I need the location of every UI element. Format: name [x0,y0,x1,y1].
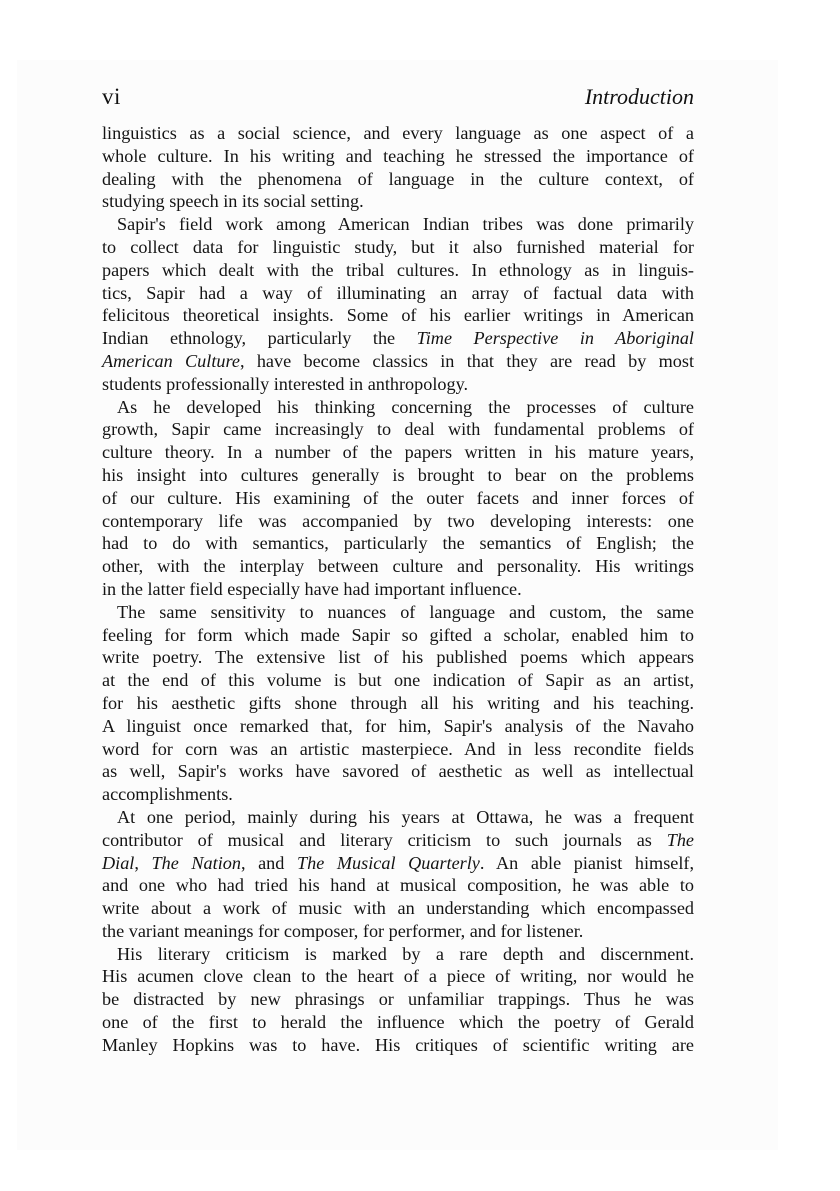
text-line [102,350,694,373]
text-line [102,783,694,806]
italic-title: The Nation [151,852,241,873]
text-line [102,738,694,761]
text-line [102,464,694,487]
text-run: word for corn was an artistic masterpiece. And in less recondite fields [102,738,694,759]
text-run: culture theory. In a number of the papers written in his mature years, [102,442,694,463]
text-line [102,897,694,920]
italic-title: American Culture [102,350,240,371]
text-line [102,441,694,464]
text-line [102,373,694,396]
text-run: students professionally interested in anthropology. [102,373,469,394]
text-run: other, with the interplay between culture and personality. His writings [102,556,694,577]
text-run: At one period, mainly during his years at Ottawa, he was a frequent [117,806,694,827]
text-run: whole culture. In his writing and teaching he stressed the importance of [102,145,694,166]
chapter-title: Introduction [584,84,694,109]
text-run: As he developed his thinking concerning the processes of culture [117,396,694,417]
text-run: , have become classics in that they are read by most [239,350,694,371]
text-line [102,122,694,145]
paragraph [102,806,694,943]
text-run: of our culture. His examining of the outer facets and inner forces of [102,487,694,508]
paragraph [102,943,694,1057]
text-run: had to do with semantics, particularly the semantics of English; the [102,533,694,554]
text-run: and one who had tried his hand at musical composition, he was able to [102,875,694,896]
text-run: contemporary life was accompanied by two developing interests: one [102,510,694,531]
text-run: feeling for form which made Sapir so gifted a scholar, enabled him to [102,624,694,645]
text-run: accomplishments. [102,784,233,805]
text-run: , [134,852,152,873]
text-line [102,965,694,988]
text-line [102,829,694,852]
text-run: The same sensitivity to nuances of language and custom, the same [117,601,694,622]
text-run: studying speech in its social setting. [102,191,364,212]
text-run: papers which dealt with the tribal cultures. In ethnology as in linguis- [102,259,694,280]
text-run: contributor of musical and literary criticism to such journals as [102,829,667,850]
text-line [102,282,694,305]
text-line [102,920,694,943]
text-line [102,692,694,715]
paragraph [102,601,694,806]
text-line [102,259,694,282]
body-text [102,122,694,1057]
text-line [102,988,694,1011]
text-line [102,624,694,647]
text-line [102,555,694,578]
text-line [102,669,694,692]
text-run: dealing with the phenomena of language in the culture context, of [102,168,694,189]
text-line [102,213,694,236]
text-run: Sapir's field work among American Indian tribes was done primarily [117,214,694,235]
italic-title: Dial [102,852,135,873]
text-run: at the end of this volume is but one indication of Sapir as an artist, [102,670,694,691]
text-line [102,236,694,259]
text-run: A linguist once remarked that, for him, Sapir's analysis of the Navaho [102,715,694,736]
text-run: in the latter field especially have had important influence. [102,578,522,599]
running-head [102,84,694,114]
text-line [102,852,694,875]
text-line [102,1011,694,1034]
italic-title: Time Perspective in Aboriginal [416,328,694,349]
text-run: as well, Sapir's works have savored of aesthetic as well as intellectual [102,761,694,782]
text-line [102,418,694,441]
text-line [102,874,694,897]
text-line [102,806,694,829]
text-run: , and [240,852,297,873]
text-run: to collect data for linguistic study, but it also furnished material for [102,236,694,257]
page-number: vi [102,84,121,109]
text-line [102,327,694,350]
text-line [102,532,694,555]
text-run: one of the first to herald the influence which the poetry of Gerald [102,1012,694,1033]
text-run: linguistics as a social science, and every language as one aspect of a [102,123,694,143]
paragraph [102,396,694,601]
text-run: growth, Sapir came increasingly to deal with fundamental problems of [102,419,694,440]
italic-title: The [666,829,694,850]
paragraph [102,122,694,213]
text-line [102,1034,694,1057]
text-run: Indian ethnology, particularly the [102,328,417,349]
text-run: write poetry. The extensive list of his published poems which appears [102,647,694,668]
text-run: be distracted by new phrasings or unfamiliar trappings. Thus he was [102,989,694,1010]
paragraph [102,213,694,395]
text-line [102,578,694,601]
text-run: Manley Hopkins was to have. His critiques of scientific writing are [102,1034,694,1055]
text-line [102,601,694,624]
text-line [102,190,694,213]
text-run: the variant meanings for composer, for performer, and for listener. [102,920,584,941]
text-run: his insight into cultures generally is brought to bear on the problems [102,464,694,485]
text-line [102,510,694,533]
text-line [102,760,694,783]
text-line [102,304,694,327]
text-line [102,168,694,191]
text-run: . An able pianist himself, [479,852,695,873]
text-run: tics, Sapir had a way of illuminating an array of factual data with [102,282,694,303]
text-line [102,145,694,168]
italic-title: The Musical Quarterly [297,852,480,873]
text-line [102,646,694,669]
text-line [102,396,694,419]
text-run: felicitous theoretical insights. Some of his earlier writings in American [102,305,694,326]
text-line [102,487,694,510]
text-run: His acumen clove clean to the heart of a piece of writing, nor would he [102,966,694,987]
text-run: His literary criticism is marked by a rare depth and discernment. [117,943,694,964]
text-run: write about a work of music with an understanding which encompassed [102,898,694,919]
text-run: for his aesthetic gifts shone through all his writing and his teaching. [102,692,694,713]
text-line [102,943,694,966]
text-line [102,715,694,738]
